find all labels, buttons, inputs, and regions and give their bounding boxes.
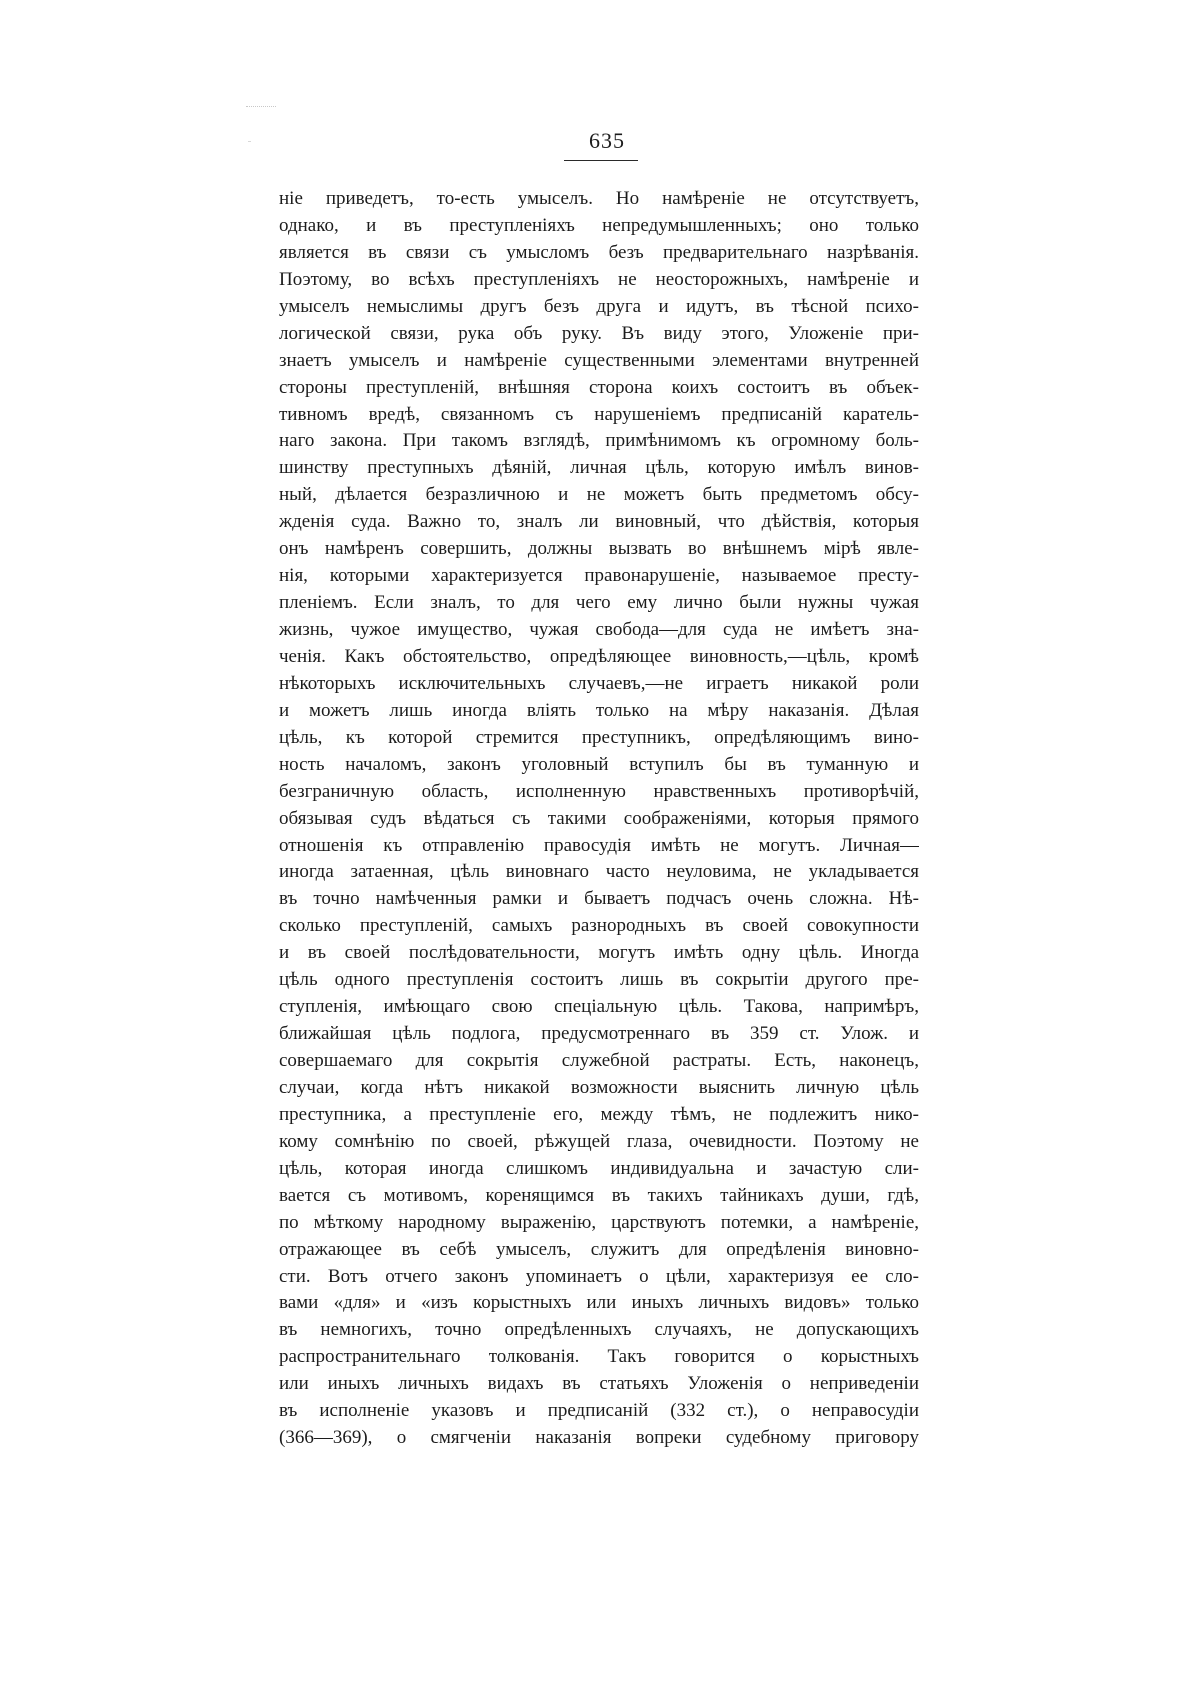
text-line: (366—369), о смягченіи наказанія вопреки судебному приговору bbox=[279, 1427, 919, 1449]
text-line: сти. Вотъ отчего законъ упоминаетъ о цѣли, характеризуя ее сло- bbox=[279, 1265, 919, 1287]
text-line: шинству преступныхъ дѣяній, личная цѣль, которую имѣлъ винов- bbox=[279, 457, 919, 479]
text-line: иногда затаенная, цѣль виновнаго часто неуловима, не укладывается bbox=[279, 861, 919, 883]
text-line: обязывая судъ вѣдаться съ такими соображеніями, которыя прямого bbox=[279, 807, 919, 829]
text-line: въ немногихъ, точно опредѣленныхъ случаяхъ, не допускающихъ bbox=[279, 1319, 919, 1341]
text-line: по мѣткому народному выраженію, царствуютъ потемки, а намѣреніе, bbox=[279, 1211, 919, 1233]
text-line: безграничную область, исполненную нравственныхъ противорѣчій, bbox=[279, 780, 919, 802]
text-line: ближайшая цѣль подлога, предусмотреннаго въ 359 ст. Улож. и bbox=[279, 1023, 919, 1045]
text-line: тивномъ вредѣ, связанномъ съ нарушеніемъ предписаній каратель- bbox=[279, 403, 919, 425]
text-line: цѣль, къ которой стремится преступникъ, опредѣляющимъ вино- bbox=[279, 726, 919, 748]
text-line: распространительнаго толкованія. Такъ говорится о корыстныхъ bbox=[279, 1346, 919, 1368]
scan-edge-dot bbox=[248, 141, 251, 142]
text-line: вами «для» и «изъ корыстныхъ или иныхъ личныхъ видовъ» только bbox=[279, 1292, 919, 1314]
text-line: кому сомнѣнію по своей, рѣжущей глаза, очевидности. Поэтому не bbox=[279, 1130, 919, 1152]
scan-edge-marks bbox=[246, 106, 276, 109]
text-line: и можетъ лишь иногда вліять только на мѣру наказанія. Дѣлая bbox=[279, 699, 919, 721]
text-line: является въ связи съ умысломъ безъ предварительнаго назрѣванія. bbox=[279, 241, 919, 263]
text-line: преступника, а преступленіе его, между тѣмъ, не подлежитъ нико- bbox=[279, 1103, 919, 1125]
text-line: цѣль, которая иногда слишкомъ индивидуальна и зачастую сли- bbox=[279, 1157, 919, 1179]
body-text bbox=[279, 186, 919, 1452]
text-line: логической связи, рука объ руку. Въ виду этого, Уложеніе при- bbox=[279, 322, 919, 344]
text-line: въ исполненіе указовъ и предписаній (332 ст.), о неправосудіи bbox=[279, 1400, 919, 1422]
text-line: ступленія, имѣющаго свою спеціальную цѣль. Такова, напримѣръ, bbox=[279, 996, 919, 1018]
text-line: сколько преступленій, самыхъ разнородныхъ въ своей совокупности bbox=[279, 915, 919, 937]
text-line: ченія. Какъ обстоятельство, опредѣляющее виновность,—цѣль, кромѣ bbox=[279, 645, 919, 667]
text-line: наго закона. При такомъ взглядѣ, примѣнимомъ къ огромному боль- bbox=[279, 430, 919, 452]
text-line: въ точно намѣченныя рамки и бываетъ подчасъ очень сложна. Нѣ- bbox=[279, 888, 919, 910]
page-number: 635 bbox=[589, 128, 625, 153]
text-line: вается съ мотивомъ, коренящимся въ такихъ тайникахъ души, гдѣ, bbox=[279, 1184, 919, 1206]
text-line: ніе приведетъ, то-есть умыселъ. Но намѣреніе не отсутствуетъ, bbox=[279, 188, 919, 209]
text-line: отражающее въ себѣ умыселъ, служитъ для опредѣленія виновно- bbox=[279, 1238, 919, 1260]
text-line: жизнь, чужое имущество, чужая свобода—для суда не имѣетъ зна- bbox=[279, 619, 919, 640]
text-line: жденія суда. Важно то, зналъ ли виновный, что дѣйствія, которыя bbox=[279, 511, 919, 533]
text-line: ность началомъ, законъ уголовный вступилъ бы въ туманную и bbox=[279, 753, 919, 775]
page-number-rule bbox=[564, 160, 638, 161]
text-line: совершаемаго для сокрытія служебной растраты. Есть, наконецъ, bbox=[279, 1050, 919, 1071]
text-line: пленіемъ. Если зналъ, то для чего ему лично были нужны чужая bbox=[279, 592, 919, 614]
text-line: ный, дѣлается безразличною и не можетъ быть предметомъ обсу- bbox=[279, 484, 919, 506]
text-line: или иныхъ личныхъ видахъ въ статьяхъ Уложенія о неприведеніи bbox=[279, 1373, 919, 1395]
text-line: Поэтому, во всѣхъ преступленіяхъ не неосторожныхъ, намѣреніе и bbox=[279, 268, 919, 290]
text-line: стороны преступленій, внѣшняя сторона коихъ состоитъ въ объек- bbox=[279, 376, 919, 398]
text-line: умыселъ немыслимы другъ безъ друга и идутъ, въ тѣсной психо- bbox=[279, 295, 919, 317]
text-line: нѣкоторыхъ исключительныхъ случаевъ,—не играетъ никакой роли bbox=[279, 672, 919, 694]
text-line: однако, и въ преступленіяхъ непредумышленныхъ; оно только bbox=[279, 214, 919, 236]
text-line: отношенія къ отправленію правосудія имѣть не могутъ. Личная— bbox=[279, 834, 919, 856]
text-line: случаи, когда нѣтъ никакой возможности выяснить личную цѣль bbox=[279, 1076, 919, 1098]
text-line: нія, которыми характеризуется правонарушеніе, называемое престу- bbox=[279, 565, 919, 587]
text-line: онъ намѣренъ совершить, должны вызвать во внѣшнемъ мірѣ явле- bbox=[279, 538, 919, 560]
text-line: знаетъ умыселъ и намѣреніе существенными элементами внутренней bbox=[279, 349, 919, 371]
text-line: цѣль одного преступленія состоитъ лишь въ сокрытіи другого пре- bbox=[279, 969, 919, 991]
text-line: и въ своей послѣдовательности, могутъ имѣть одну цѣль. Иногда bbox=[279, 942, 919, 964]
